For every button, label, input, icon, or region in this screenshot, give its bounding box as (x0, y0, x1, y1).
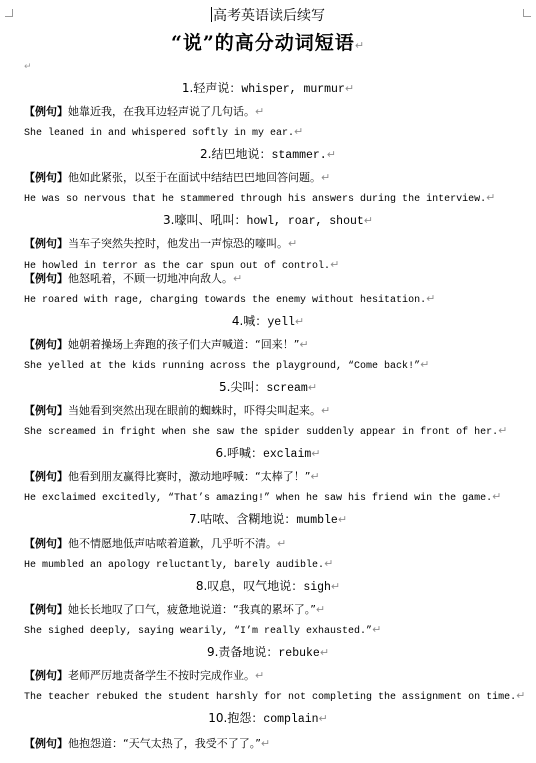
example-cn-text: 当她看到突然出现在眼前的蜘蛛时，吓得尖叫起来。 (68, 404, 321, 417)
heading-english: mumble (296, 514, 338, 527)
paragraph-mark: ↵ (294, 125, 304, 138)
entry-heading (0, 444, 536, 464)
example-tag: 【例句】 (24, 338, 68, 351)
entry-heading (0, 643, 536, 663)
paragraph-mark: ↵ (326, 148, 336, 161)
example-en (24, 689, 524, 705)
example-cn-text: 她朝着操场上奔跑的孩子们大声喊道：“回来！” (68, 338, 300, 351)
example-en-text: The teacher rebuked the student harshly for not completing the assignment on time. (24, 692, 517, 703)
document-header (0, 6, 536, 26)
example-cn (24, 104, 524, 120)
paragraph-mark: ↵ (492, 490, 502, 503)
example-en (24, 490, 524, 506)
example-cn-text: 她靠近我，在我耳边轻声说了几句话。 (68, 105, 255, 118)
heading-english: complain (263, 713, 319, 726)
example-cn (24, 536, 524, 552)
example-en-text: She leaned in and whispered softly in my ear. (24, 128, 295, 139)
example-cn (24, 170, 524, 186)
paragraph-mark: ↵ (516, 689, 526, 702)
example-cn (24, 602, 524, 618)
example-tag: 【例句】 (24, 171, 68, 184)
example-en-text: She sighed deeply, saying wearily, “I’m really exhausted.” (24, 626, 373, 637)
entry-heading (0, 145, 536, 165)
example-cn-text: 他如此紧张，以至于在面试中结结巴巴地回答问题。 (68, 171, 321, 184)
paragraph-mark: ↵ (486, 191, 496, 204)
example-en-text: He howled in terror as the car spun out of control. (24, 261, 331, 272)
example-cn (24, 469, 524, 485)
entry-heading (0, 79, 536, 99)
example-cn-text: 他抱怨道：“天气太热了，我受不了了。” (68, 737, 261, 750)
example-en (24, 358, 524, 374)
paragraph-mark: ↵ (372, 623, 382, 636)
example-cn-text: 他看到朋友赢得比赛时，激动地呼喊：“太棒了！” (68, 470, 311, 483)
paragraph-mark: ↵ (260, 737, 271, 750)
paragraph-mark: ↵ (319, 646, 330, 659)
entry-heading (0, 312, 536, 332)
example-en (24, 623, 524, 639)
example-cn (24, 337, 524, 353)
example-cn-text: 当车子突然失控时，他发出一声惊恐的嚎叫。 (68, 237, 288, 250)
paragraph-mark: ↵ (324, 557, 334, 570)
heading-english: scream (266, 382, 308, 395)
example-cn (24, 403, 524, 419)
example-tag: 【例句】 (24, 537, 68, 550)
paragraph-mark: ↵ (354, 39, 366, 52)
example-tag: 【例句】 (24, 404, 68, 417)
heading-label: 3.嚎叫、吼叫： (163, 213, 247, 227)
example-cn-text: 他怒吼着，不顾一切地冲向敌人。 (68, 272, 233, 285)
paragraph-mark: ↵ (310, 470, 320, 483)
example-en-text: He exclaimed excitedly, “That’s amazing!” when he saw his friend win the game. (24, 493, 493, 504)
paragraph-mark: ↵ (321, 404, 331, 417)
paragraph-mark: ↵ (330, 258, 340, 271)
example-cn-text: 她长长地叹了口气，疲惫地说道：“我真的累坏了。” (68, 603, 316, 616)
paragraph-mark: ↵ (255, 105, 265, 118)
empty-paragraph-mark: ↵ (24, 62, 32, 72)
example-en-text: He roared with rage, charging towards the enemy without hesitation. (24, 295, 427, 306)
example-en-text: She yelled at the kids running across the playground, “Come back!” (24, 361, 421, 372)
example-cn-text: 他不情愿地低声咕哝着道歉，几乎听不清。 (68, 537, 277, 550)
heading-english: sigh (303, 581, 331, 594)
example-cn (24, 236, 524, 252)
example-en-text: She screamed in fright when she saw the spider suddenly appear in front of her. (24, 427, 499, 438)
example-en (24, 292, 524, 308)
example-en (24, 125, 524, 141)
text-cursor (211, 7, 212, 22)
example-cn-text: 老师严厉地责备学生不按时完成作业。 (68, 669, 255, 682)
heading-label: 6.呼喊： (215, 446, 263, 460)
example-cn (24, 271, 524, 287)
example-tag: 【例句】 (24, 603, 68, 616)
paragraph-mark: ↵ (307, 381, 318, 394)
heading-english: rebuke (278, 647, 320, 660)
heading-label: 7.咕哝、含糊地说： (188, 512, 297, 526)
heading-english: stammer. (271, 149, 327, 162)
header-text: 高考英语读后续写 (213, 8, 325, 24)
paragraph-mark: ↵ (255, 669, 265, 682)
paragraph-mark: ↵ (330, 580, 341, 593)
paragraph-mark: ↵ (277, 537, 287, 550)
heading-label: 4.喊： (231, 314, 268, 328)
entry-heading (0, 709, 536, 729)
paragraph-mark: ↵ (233, 272, 243, 285)
paragraph-mark: ↵ (288, 237, 298, 250)
entry-heading (0, 211, 536, 231)
heading-english: whisper, murmur (241, 83, 345, 96)
entry-heading (0, 378, 536, 398)
example-cn (24, 736, 524, 752)
example-tag: 【例句】 (24, 669, 68, 682)
paragraph-mark: ↵ (299, 338, 309, 351)
heading-english: exclaim (262, 448, 312, 461)
paragraph-mark: ↵ (426, 292, 436, 305)
example-tag: 【例句】 (24, 737, 68, 750)
paragraph-mark: ↵ (321, 171, 331, 184)
title-text: “说”的高分动词短语 (170, 32, 355, 54)
document-title (0, 30, 536, 59)
example-en-text: He mumbled an apology reluctantly, barely audible. (24, 560, 325, 571)
paragraph-mark: ↵ (420, 358, 430, 371)
paragraph-mark: ↵ (363, 214, 373, 227)
example-tag: 【例句】 (24, 105, 68, 118)
paragraph-mark: ↵ (318, 712, 328, 725)
heading-label: 10.抱怨： (208, 711, 264, 725)
paragraph-mark: ↵ (315, 603, 326, 616)
paragraph-mark: ↵ (344, 82, 355, 95)
example-cn (24, 668, 524, 684)
example-en (24, 557, 524, 573)
entry-heading (0, 577, 536, 597)
example-en (24, 424, 524, 440)
paragraph-mark: ↵ (337, 513, 348, 526)
heading-english: howl, roar, shout (246, 215, 364, 228)
heading-label: 2.结巴地说： (200, 147, 272, 161)
paragraph-mark: ↵ (498, 424, 508, 437)
entry-heading (0, 510, 536, 530)
example-en-text: He was so nervous that he stammered through his answers during the interview. (24, 194, 487, 205)
heading-label: 5.尖叫： (218, 380, 267, 394)
heading-label: 8.叹息，叹气地说： (195, 579, 304, 593)
example-en (24, 191, 524, 207)
example-tag: 【例句】 (24, 470, 68, 483)
paragraph-mark: ↵ (311, 447, 321, 460)
heading-english: yell (267, 316, 295, 329)
paragraph-mark: ↵ (294, 315, 305, 328)
heading-label: 9.责备地说： (206, 645, 279, 659)
heading-label: 1.轻声说： (181, 81, 242, 95)
example-tag: 【例句】 (24, 272, 68, 285)
example-tag: 【例句】 (24, 237, 68, 250)
